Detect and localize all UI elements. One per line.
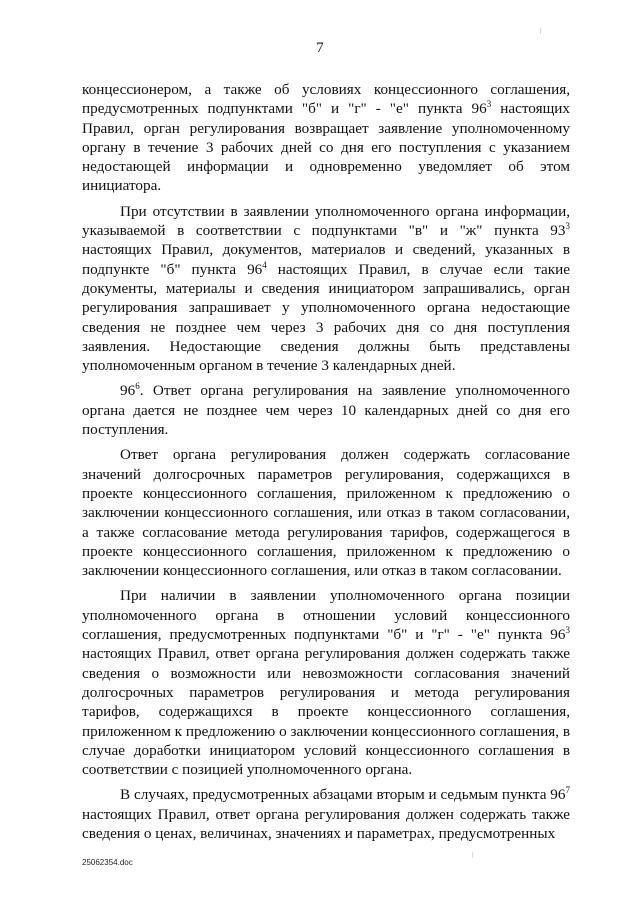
superscript-index: 6 — [135, 381, 140, 392]
page-mark — [472, 852, 473, 858]
paragraph — [82, 785, 570, 843]
text-run: При наличии в заявлении уполномоченного органа позиции уполномоченного органа в отношении условий концессионного соглашения, предусмотренных подпунктами "б" и "г" - "е" пункта 96 — [82, 587, 570, 644]
superscript-index: 7 — [565, 785, 570, 796]
text-run: настоящих Правил, ответ органа регулирования должен содержать также сведения о ценах, величинах, значениях и параметрах, предусмотренных — [82, 805, 570, 842]
footer-file-name: 25062354.doc — [82, 858, 133, 867]
superscript-index: 3 — [486, 99, 492, 110]
page-mark — [540, 28, 541, 34]
text-run: настоящих Правил, в случае если такие документы, материалы и сведения инициатором запрашивались, орган регулирования запрашивает у уполномоченного органа недостающие сведения не позднее чем через 3 рабочих дня со дня поступления заявления. Недостающие сведения должны быть представлены уполномоченным органом в течение 3 календарных дней. — [82, 260, 570, 375]
paragraph-clause-96-6 — [82, 381, 570, 439]
superscript-index: 4 — [262, 259, 267, 270]
text-run: . Ответ органа регулирования на заявление уполномоченного органа дается не позднее чем через 10 календарных дней со дня его поступления. — [82, 382, 570, 439]
page-number: 7 — [316, 40, 324, 56]
paragraph — [82, 445, 570, 580]
paragraph — [82, 586, 570, 779]
text-run: настоящих Правил, документов, материалов и сведений, указанных в подпункте "б" пункта 96 — [82, 241, 570, 278]
document-body — [82, 80, 570, 849]
text-run: В случаях, предусмотренных абзацами вторым и седьмым пункта 96 — [120, 786, 566, 804]
paragraph — [82, 202, 570, 376]
text-run: настоящих Правил, орган регулирования возвращает заявление уполномоченному органу в течение 3 рабочих дней со дня его поступления с указанием недостающей информации и одновременно уведомляет об этом инициатора. — [82, 100, 570, 195]
text-run: настоящих Правил, ответ органа регулирования должен содержать также сведения о возможности или невозможности согласования значений долгосрочных параметров регулирования и метода регулирования тарифов, содержащихся в проекте концессионного соглашения, приложенном к предложению о заключении концессионного соглашения, в случае доработки инициатором условий концессионного соглашения в соответствии с позицией уполномоченного органа. — [82, 645, 570, 779]
paragraph-continuation — [82, 80, 570, 196]
superscript-index: 3 — [565, 624, 570, 635]
text-run: 96 — [120, 382, 136, 400]
text-run: Ответ органа регулирования должен содержать согласование значений долгосрочных параметров регулирования, содержащихся в проекте концессионного соглашения, приложенном к предложению о заключении концессионного соглашения, или отказ в таком согласовании, а также согласование метода регулирования тарифов, содержащегося в проекте концессионного соглашения, приложенном к предложению о заключении концессионного соглашения, или отказ в таком согласовании. — [82, 446, 570, 580]
text-run: концессионером, а также об условиях концессионного соглашения, предусмотренных подпунктами "б" и "г" - "е" пункта 96 — [82, 81, 570, 118]
superscript-index: 3 — [565, 221, 570, 232]
text-run: При отсутствии в заявлении уполномоченного органа информации, указываемой в соответствии с подпунктами "в" и "ж" пункта 93 — [82, 202, 570, 240]
